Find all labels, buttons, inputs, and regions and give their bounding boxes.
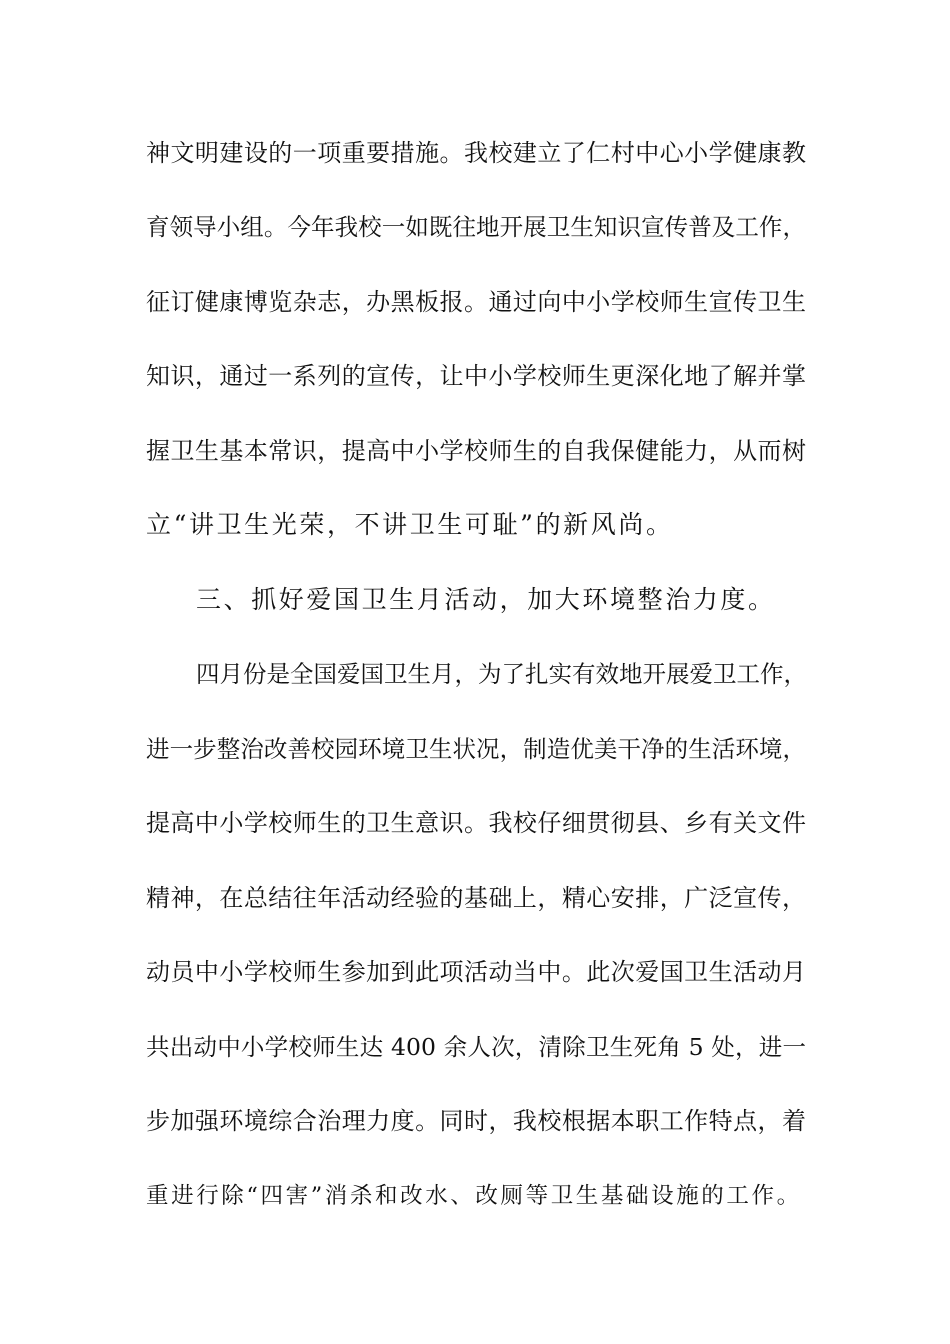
text-line-9: 进一步整治改善校园环境卫生状况，制造优美干净的生活环境， [146, 735, 806, 763]
text-line-14: 步加强环境综合治理力度。同时，我校根据本职工作特点，着 [146, 1107, 806, 1135]
text-line-4: 知识，通过一系列的宣传，让中小学校师生更深化地了解并掌 [146, 362, 806, 390]
section-heading: 三、抓好爱国卫生月活动，加大环境整治力度。 [196, 585, 776, 614]
text-line-6: 立“讲卫生光荣，不讲卫生可耻”的新风尚。 [146, 510, 674, 539]
text-line-3: 征订健康博览杂志，办黑板报。通过向中小学校师生宣传卫生 [146, 288, 806, 316]
text-line-5: 握卫生基本常识，提高中小学校师生的自我保健能力，从而树 [146, 437, 806, 465]
text-line-1: 神文明建设的一项重要措施。我校建立了仁村中心小学健康教 [146, 139, 806, 167]
paragraph-start-line: 四月份是全国爱国卫生月，为了扎实有效地开展爱卫工作， [196, 660, 807, 688]
text-line-2: 育领导小组。今年我校一如既往地开展卫生知识宣传普及工作， [146, 213, 806, 241]
text-line-11: 精神，在总结往年活动经验的基础上，精心安排，广泛宣传， [146, 884, 806, 912]
text-line-10: 提高中小学校师生的卫生意识。我校仔细贯彻县、乡有关文件 [146, 809, 806, 837]
text-line-13: 共出动中小学校师生达 400 余人次，清除卫生死角 5 处，进一 [146, 1033, 806, 1061]
text-line-12: 动员中小学校师生参加到此项活动当中。此次爱国卫生活动月 [146, 958, 806, 986]
text-line-15: 重进行除“四害”消杀和改水、改厕等卫生基础设施的工作。 [146, 1183, 802, 1209]
